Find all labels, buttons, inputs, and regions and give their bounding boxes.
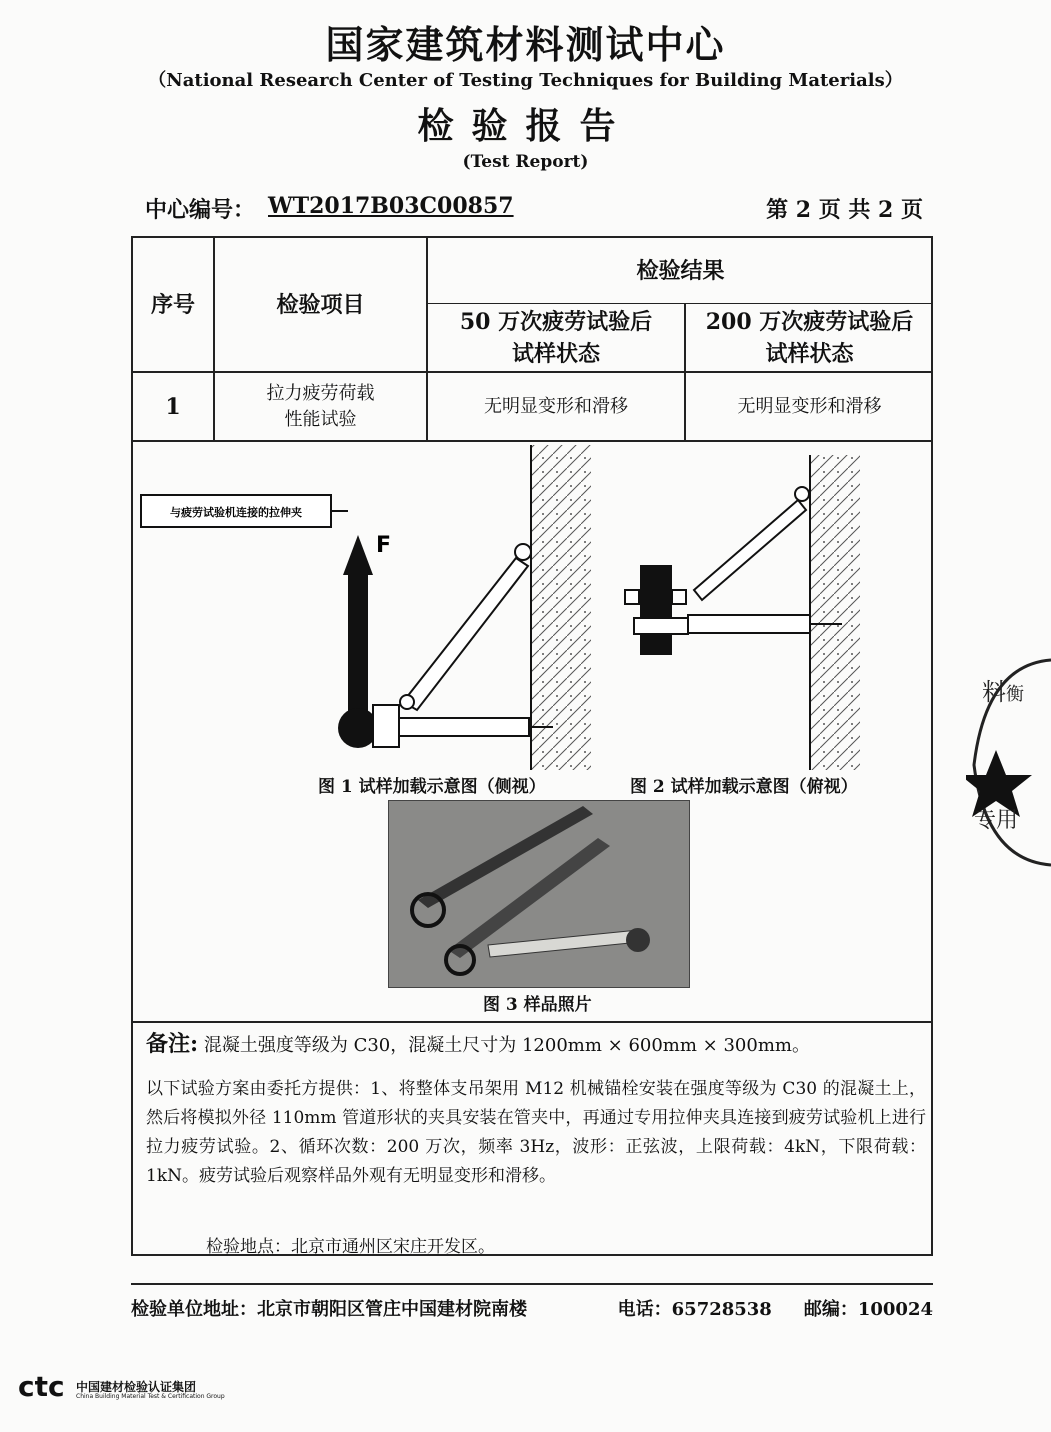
cantilever-channel (688, 615, 810, 633)
footer-phone: 电话：65728538 (617, 1299, 772, 1320)
divider (133, 1021, 933, 1023)
figure-3-sample-photo (388, 800, 690, 988)
figure-3-caption: 图 3 样品照片 (483, 995, 592, 1015)
header-no: 序号 (150, 291, 195, 318)
row-item-line1: 拉力疲劳荷载 (266, 382, 375, 404)
figure-2-caption: 图 2 试样加载示意图（俯视） (630, 777, 858, 797)
concrete-wall (531, 445, 591, 770)
cantilever-channel (399, 718, 529, 736)
remarks (146, 1030, 926, 1060)
header-200w-line2: 试样状态 (765, 340, 854, 367)
concrete-wall (810, 455, 860, 770)
test-site: 检验地点：北京市通州区宋庄开发区。 (206, 1237, 495, 1257)
official-seal-icon (966, 655, 1051, 870)
pipe-clamp (373, 705, 399, 747)
header-200w (686, 304, 933, 371)
pipe-clamp (634, 618, 688, 634)
clamp-bolt (672, 590, 686, 604)
hinge-connector (400, 695, 414, 709)
centre-number: WT2017B03C00857 (268, 193, 514, 219)
page-info: 第 2 页 共 2 页 (766, 197, 923, 223)
centre-number-label: 中心编号： (145, 197, 256, 223)
header-50w (428, 304, 684, 371)
pipe-dummy (640, 565, 672, 655)
hinge-connector (515, 544, 531, 560)
row-result-200w: 无明显变形和滑移 (737, 395, 882, 417)
svg-text:料: 料 (982, 678, 1006, 706)
header-result: 检验结果 (636, 257, 725, 284)
tensile-rod (348, 575, 368, 725)
report-subtitle: (Test Report) (462, 152, 589, 172)
photo-hinge (626, 928, 650, 952)
figure-1-side-view (133, 440, 593, 770)
figure-2-top-view (610, 440, 870, 770)
tensile-clamp-label: 与疲劳试验机连接的拉伸夹 (170, 506, 302, 519)
header-50w-line1: 50 万次疲劳试验后 (459, 308, 653, 335)
footer (131, 1295, 933, 1321)
footer-divider (131, 1283, 933, 1285)
force-arrow-icon (343, 535, 373, 575)
row-item (215, 373, 426, 440)
header-50w-line2: 试样状态 (511, 340, 600, 367)
logo-english-name: China Building Material Test & Certification Group (76, 1393, 225, 1400)
row-item-line2: 性能试验 (284, 408, 357, 430)
logo-chinese-name: 中国建材检验认证集团 (76, 1380, 197, 1394)
test-plan: 以下试验方案由委托方提供：1、将整体支吊架用 M12 机械锚栓安装在强度等级为 C30 的混凝土上，然后将模拟外径 110mm 管道形状的夹具安装在管夹中，再通过专用拉伸夹具连接到疲劳试验机上进行拉力疲劳试验。2、循环次数：200 万次，频率 3Hz，波形：正弦波，上限荷载：4kN，下限荷载：1kN。疲劳试验后观察样品外观有无明显变形和滑移。 (146, 1079, 926, 1186)
svg-text:ctc: ctc (18, 1372, 65, 1402)
figure-1-caption: 图 1 试样加载示意图（侧视） (318, 777, 546, 797)
row-result-50w: 无明显变形和滑移 (484, 395, 628, 417)
clamp-bolt (625, 590, 639, 604)
footer-postcode: 邮编：100024 (803, 1299, 933, 1320)
page-subtitle: （National Research Center of Testing Techniques for Building Materials） (148, 70, 903, 91)
diagonal-brace (403, 558, 528, 710)
svg-text:衡: 衡 (1006, 684, 1024, 705)
header-200w-line1: 200 万次疲劳试验后 (705, 308, 914, 335)
hinge-connector (795, 487, 809, 501)
diagonal-brace (694, 500, 806, 600)
row-no: 1 (165, 393, 181, 420)
header-item: 检验项目 (276, 291, 365, 318)
footer-address: 检验单位地址：北京市朝阳区管庄中国建材院南楼 (131, 1299, 527, 1320)
report-title: 检验报告 (417, 105, 634, 147)
remarks-line1: 混凝土强度等级为 C30，混凝土尺寸为 1200mm × 600mm × 300mm。 (203, 1035, 810, 1056)
remarks-label: 备注: (146, 1031, 199, 1057)
ctc-logo-icon (18, 1372, 74, 1402)
svg-text:专用: 专用 (974, 808, 1019, 833)
page-title: 国家建筑材料测试中心 (325, 22, 726, 67)
force-label: F (376, 533, 392, 558)
